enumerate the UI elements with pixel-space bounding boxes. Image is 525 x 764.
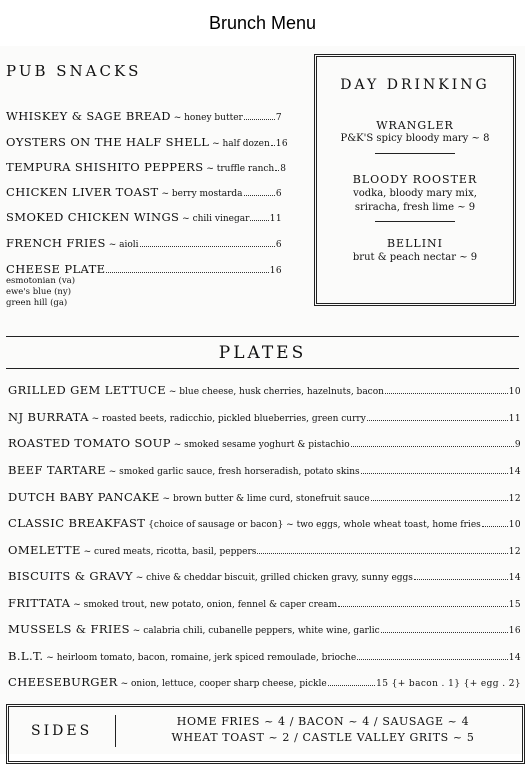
sides-line: WHEAT TOAST ~ 2 / CASTLE VALLEY GRITS ~ 5 xyxy=(171,731,475,744)
item-price: 6 xyxy=(275,240,282,250)
leader-dots xyxy=(482,526,508,527)
app-title: Brunch Menu xyxy=(208,12,317,33)
pub-snacks-title: PUB SNACKS xyxy=(6,62,142,80)
item-name: ROASTED TOMATO SOUP xyxy=(8,436,171,450)
item-price: 12 xyxy=(508,547,521,557)
leader-dots xyxy=(367,420,508,421)
item-name: TEMPURA SHISHITO PEPPERS xyxy=(6,160,204,174)
divider xyxy=(375,221,455,222)
leader-dots xyxy=(357,659,508,660)
item-name: BISCUITS & GRAVY xyxy=(8,569,133,583)
leader-dots xyxy=(257,553,507,554)
leader-dots xyxy=(250,220,268,221)
item-desc: berry mostarda xyxy=(171,189,243,199)
item-name: MUSSELS & FRIES xyxy=(8,622,130,636)
menu-item: CHEESEBURGER ~ onion, lettuce, cooper sharp cheese, pickle 15 {+ bacon . 1} {+ egg . 2} xyxy=(8,675,521,689)
item-name: CHEESEBURGER xyxy=(8,675,118,689)
item-name: OYSTERS ON THE HALF SHELL xyxy=(6,135,210,149)
menu-item: FRITTATA ~ smoked trout, new potato, onion, fennel & caper cream 15 xyxy=(8,596,521,610)
item-desc: honey butter xyxy=(184,113,243,123)
leader-dots xyxy=(328,685,375,686)
item-desc: blue cheese, husk cherries, hazelnuts, bacon xyxy=(179,387,384,397)
item-name: CLASSIC BREAKFAST xyxy=(8,516,146,530)
menu-item: OYSTERS ON THE HALF SHELL ~ half dozen 16 xyxy=(6,135,289,149)
sides-line: HOME FRIES ~ 4 / BACON ~ 4 / SAUSAGE ~ 4 xyxy=(176,715,470,728)
drink-desc: P&K'S spicy bloody mary ~ 8 xyxy=(340,133,490,144)
menu-item: OMELETTE ~ cured meats, ricotta, basil, peppers 12 xyxy=(8,543,521,557)
menu-item: BEEF TARTARE ~ smoked garlic sauce, fresh horseradish, potato skins 14 xyxy=(8,463,521,477)
menu-item: WHISKEY & SAGE BREAD ~ honey butter 7 xyxy=(6,109,282,123)
item-desc: chili vinegar xyxy=(192,214,250,224)
item-desc: cured meats, ricotta, basil, peppers xyxy=(94,547,257,557)
item-name: GRILLED GEM LETTUCE xyxy=(8,383,167,397)
menu-item: TEMPURA SHISHITO PEPPERS ~ truffle ranch 8 xyxy=(6,160,287,174)
item-price: 11 xyxy=(508,414,521,424)
drink-desc: brut & peach nectar ~ 9 xyxy=(352,252,478,263)
item-name: OMELETTE xyxy=(8,543,81,557)
item-desc: onion, lettuce, cooper sharp cheese, pickle xyxy=(131,679,327,689)
item-price: 14 xyxy=(508,467,521,477)
cheese-list xyxy=(6,276,75,309)
item-desc: calabria chili, cubanelle peppers, white wine, garlic xyxy=(143,626,380,636)
leader-dots xyxy=(385,393,508,394)
item-price: 12 xyxy=(508,494,521,504)
item-price: 15 {+ bacon . 1} {+ egg . 2} xyxy=(376,679,521,689)
leader-dots xyxy=(271,145,275,146)
item-price: 9 xyxy=(514,440,521,450)
day-drinking-title: DAY DRINKING xyxy=(340,77,490,93)
leader-dots xyxy=(275,170,279,171)
item-price: 16 xyxy=(508,626,521,636)
item-name: SMOKED CHICKEN WINGS xyxy=(6,210,180,224)
menu-page xyxy=(0,46,525,754)
leader-dots xyxy=(244,195,275,196)
leader-dots xyxy=(361,473,508,474)
drink-name: WRANGLER xyxy=(376,119,454,132)
item-price: 7 xyxy=(275,113,282,123)
item-desc: roasted beets, radicchio, pickled blueberries, green curry xyxy=(102,414,366,424)
cheese-item: green hill (ga) xyxy=(6,298,68,308)
item-price: 14 xyxy=(508,653,521,663)
item-price: 11 xyxy=(269,214,282,224)
item-desc: half dozen xyxy=(222,139,270,149)
sides-divider xyxy=(115,715,116,747)
leader-dots xyxy=(351,446,514,447)
day-drinking-box xyxy=(314,54,516,306)
item-name: CHICKEN LIVER TOAST xyxy=(6,185,159,199)
item-name: FRENCH FRIES xyxy=(6,236,106,250)
item-name: NJ BURRATA xyxy=(8,410,89,424)
plates-title: PLATES xyxy=(218,343,307,363)
leader-dots xyxy=(371,500,508,501)
item-price: 8 xyxy=(280,164,287,174)
drink-name: BLOODY ROOSTER xyxy=(352,173,478,186)
item-desc: smoked garlic sauce, fresh horseradish, potato skins xyxy=(119,467,360,477)
item-price: 10 xyxy=(508,387,521,397)
plates-top-rule xyxy=(6,336,519,337)
item-name: CHEESE PLATE xyxy=(6,262,106,276)
cheese-item: esmotonian (va) xyxy=(6,276,76,286)
leader-dots xyxy=(140,246,275,247)
menu-item: ROASTED TOMATO SOUP ~ smoked sesame yoghurt & pistachio 9 xyxy=(8,436,521,450)
item-name: WHISKEY & SAGE BREAD xyxy=(6,109,171,123)
plates-bottom-rule xyxy=(6,368,519,369)
item-desc: smoked trout, new potato, onion, fennel & caper cream xyxy=(83,600,338,610)
item-price: 10 xyxy=(508,520,521,530)
leader-dots xyxy=(381,632,508,633)
leader-dots xyxy=(244,119,275,120)
item-price: 14 xyxy=(508,573,521,583)
menu-item xyxy=(8,516,521,530)
item-price: 16 xyxy=(275,139,289,149)
item-name: BEEF TARTARE xyxy=(8,463,106,477)
cheese-item: ewe's blue (ny) xyxy=(6,287,72,297)
item-price: 16 xyxy=(269,266,282,276)
item-desc: {choice of sausage or bacon} ~ two eggs, whole wheat toast, home fries xyxy=(148,520,481,530)
menu-item: B.L.T. ~ heirloom tomato, bacon, romaine, jerk spiced remoulade, brioche 14 xyxy=(8,649,521,663)
menu-item xyxy=(6,262,282,276)
menu-item: BISCUITS & GRAVY ~ chive & cheddar biscuit, grilled chicken gravy, sunny eggs 14 xyxy=(8,569,521,583)
menu-item: MUSSELS & FRIES ~ calabria chili, cubanelle peppers, white wine, garlic 16 xyxy=(8,622,521,636)
item-price: 15 xyxy=(508,600,521,610)
item-name: FRITTATA xyxy=(8,596,71,610)
item-desc: chive & cheddar biscuit, grilled chicken gravy, sunny eggs xyxy=(146,573,413,583)
item-desc: smoked sesame yoghurt & pistachio xyxy=(184,440,350,450)
drink-desc: vodka, bloody mary mix, xyxy=(353,188,477,199)
item-name: DUTCH BABY PANCAKE xyxy=(8,490,160,504)
menu-item: CHICKEN LIVER TOAST ~ berry mostarda 6 xyxy=(6,185,282,199)
divider xyxy=(375,153,455,154)
leader-dots xyxy=(106,272,268,273)
item-desc: truffle ranch xyxy=(216,164,275,174)
item-price: 6 xyxy=(275,189,282,199)
drink-name: BELLINI xyxy=(386,237,444,250)
item-desc: brown butter & lime curd, stonefruit sauce xyxy=(172,494,370,504)
menu-item: FRENCH FRIES ~ aioli 6 xyxy=(6,236,282,250)
menu-item: DUTCH BABY PANCAKE ~ brown butter & lime curd, stonefruit sauce 12 xyxy=(8,490,521,504)
leader-dots xyxy=(338,606,508,607)
sides-title: SIDES xyxy=(31,723,93,739)
sides-box xyxy=(6,704,525,764)
item-desc: heirloom tomato, bacon, romaine, jerk spiced remoulade, brioche xyxy=(56,653,357,663)
menu-item: NJ BURRATA ~ roasted beets, radicchio, pickled blueberries, green curry 11 xyxy=(8,410,521,424)
drink-desc: sriracha, fresh lime ~ 9 xyxy=(354,202,476,213)
item-desc: aioli xyxy=(119,240,139,250)
menu-item: GRILLED GEM LETTUCE ~ blue cheese, husk cherries, hazelnuts, bacon 10 xyxy=(8,383,521,397)
leader-dots xyxy=(414,579,508,580)
item-name: B.L.T. xyxy=(8,649,44,663)
menu-item: SMOKED CHICKEN WINGS ~ chili vinegar 11 xyxy=(6,210,282,224)
